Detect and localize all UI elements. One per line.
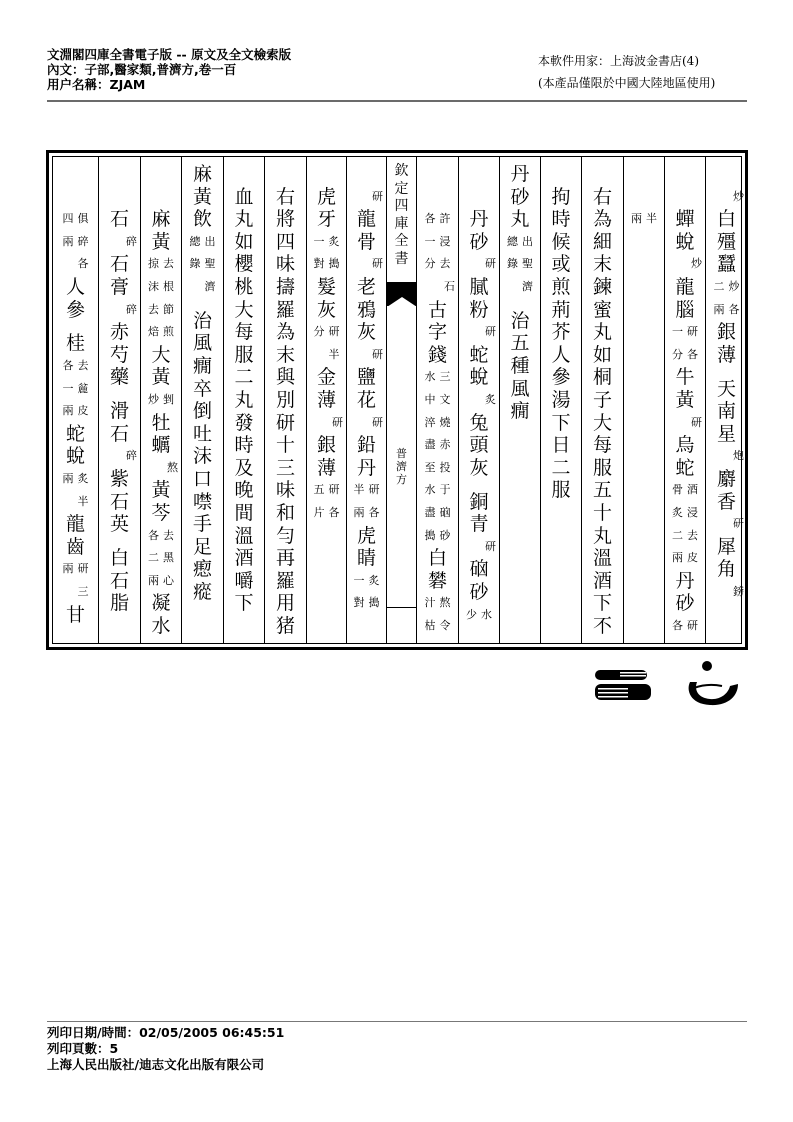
text-column-3: 半 兩 [623,157,664,643]
text-column-7: 丹 砂 研 膩 粉 研 蛇 蛻 炙 兔 頭 灰 銅 青 研 硇 砂 水 少 [458,157,499,643]
page-frame-inner [52,156,742,644]
text-column-12: 血 丸 如 櫻 桃 大 每 服 二 丸 發 時 及 晚 間 溫 酒 嚼 下 [223,157,264,643]
text-column-5: 拘 時 候 或 煎 荊 芥 人 參 湯 下 日 二 服 [540,157,581,643]
page-frame [46,150,748,650]
text-column-8: 許 各 浸 一 去 分 石 古 字 錢 三 水 文 中 燒 淬 赤 盡 投 至 于 水 硇 盡 砂 搗 白 礬 熬 汁 令 枯 [416,157,458,643]
text-column-6: 丹 砂 丸 出 總 聖 錄 濟 治 五 種 風 癇 [499,157,540,643]
fold-fishtail-mark [387,282,416,306]
text-column-13: 麻 黃 飲 出 總 聖 錄 濟 治 風 癇 卒 倒 吐 沫 口 噤 手 足 瘛 瘲 [181,157,223,643]
content-path: 內文：子部,醫家類,普濟方,卷一百 [47,62,237,77]
header-divider [47,100,747,102]
fold-book-title: 普 濟 方 [396,447,407,486]
center-fold [386,157,416,643]
fold-title: 欽 定 四 庫 全 書 [394,163,409,267]
text-column-1: 炒 白 殭 蠶 炒 二 各 兩 銀 薄 天 南 星 炮 麝 香 研 犀 角 鎊 [705,157,747,643]
fold-divider [387,607,416,608]
print-datetime: 列印日期/時間：02/05/2005 06:45:51 [47,1025,285,1040]
product-title: 文淵閣四庫全書電子版 -- 原文及全文檢索版 [47,47,292,62]
text-column-9: 研 龍 骨 研 老 鴉 灰 研 鹽 花 研 鉛 丹 研 半 各 兩 虎 睛 炙 一 搗 對 [346,157,386,643]
text-column-2: 蟬 蛻 炒 龍 腦 研 一 各 分 牛 黃 研 烏 蛇 酒 骨 浸 炙 去 二 皮 兩 丹 砂 研 各 [664,157,705,643]
text-column-15: 石 碎 石 膏 碎 赤 芍 藥 滑 石 碎 紫 石 英 白 石 脂 [98,157,140,643]
publisher-logo-icon [590,660,750,710]
text-column-4: 右 為 細 末 鍊 蜜 丸 如 桐 子 大 每 服 五 十 丸 溫 酒 下 不 [581,157,623,643]
text-column-10: 虎 牙 炙 一 搗 對 髮 灰 研 分 半 金 薄 研 銀 薄 研 五 各 片 [306,157,346,643]
text-column-11: 右 將 四 味 擣 羅 為 末 與 別 研 十 三 味 和 勻 再 羅 用 猪 [264,157,306,643]
footer-divider [47,1021,747,1022]
region-notice: (本產品僅限於中國大陸地區使用) [538,76,716,90]
text-column-14: 麻 黃 去 掠 根 沫 節 去 煎 焙 大 黃 剉 炒 牡 蠣 熬 黃 芩 去 各 黑 二 心 兩 凝 水 [140,157,181,643]
licensee: 本軟件用家：上海波金書店(4) [538,54,699,68]
username: 用户名稱：ZJAM [47,77,146,92]
publisher: 上海人民出版社/迪志文化出版有限公司 [47,1057,265,1072]
footer-info [47,1025,284,1073]
license-info [538,50,715,94]
header-info [47,47,291,92]
print-pages: 列印頁數：5 [47,1041,119,1056]
text-column-16: 俱 四 碎 兩 各 人 參 桂 去 各 麄 一 皮 兩 蛇 蛻 炙 兩 半 龍 齒 研 兩 三 甘 [62,212,89,626]
